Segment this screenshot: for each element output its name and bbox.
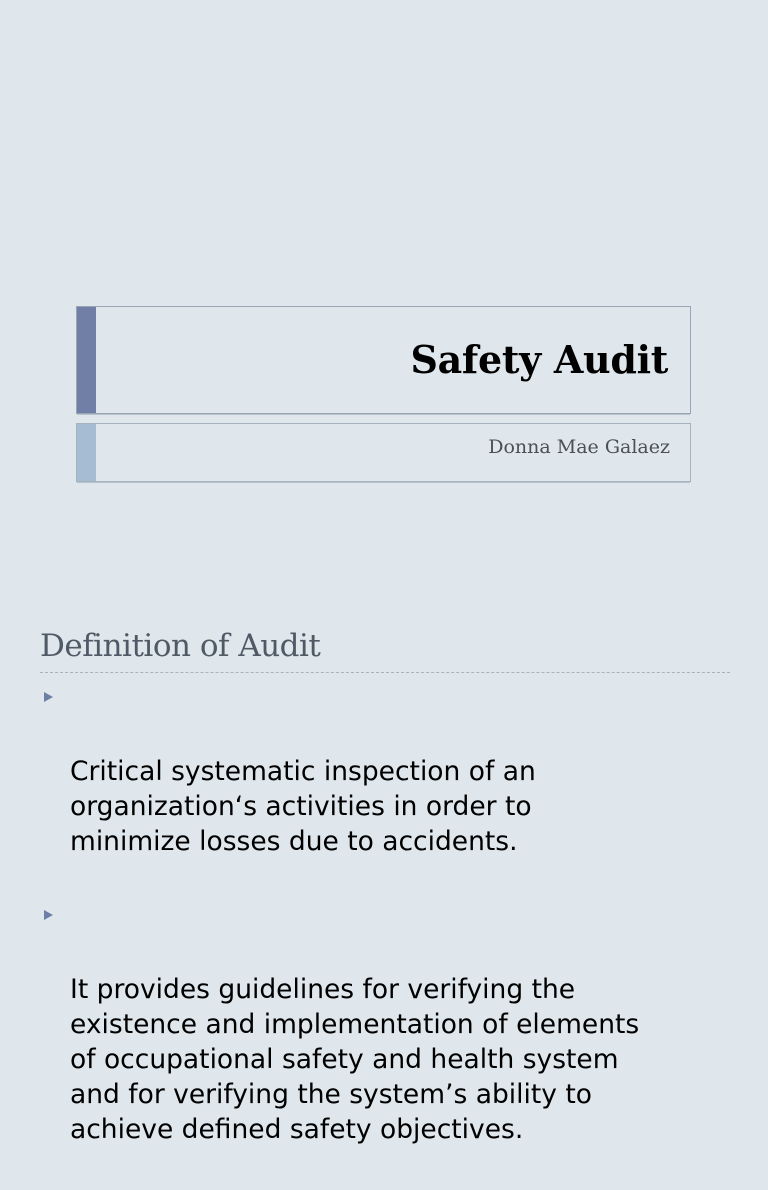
- bullet-text: Critical systematic inspection of an organization‘s activities in order to minimize losses due to accidents.: [70, 756, 536, 857]
- heading-divider: [40, 672, 730, 673]
- bullet-text: It provides guidelines for verifying the existence and implementation of elements of occupational safety and health system and for verifying the system’s ability to achieve defined safety objectives.: [70, 974, 640, 1145]
- bullet-item: [44, 902, 744, 1147]
- slide-title: Safety Audit: [410, 337, 668, 382]
- bullet-item: [44, 684, 744, 859]
- title-accent-bar: [77, 307, 96, 413]
- slide-subtitle: Donna Mae Galaez: [488, 436, 670, 458]
- subtitle-box: [76, 423, 691, 482]
- subtitle-accent-bar: [77, 424, 96, 481]
- triangle-bullet-icon: [44, 692, 53, 702]
- title-box: [76, 306, 691, 414]
- bullet-list: [44, 684, 744, 1190]
- content-heading: Definition of Audit: [40, 628, 321, 664]
- triangle-bullet-icon: [44, 910, 53, 920]
